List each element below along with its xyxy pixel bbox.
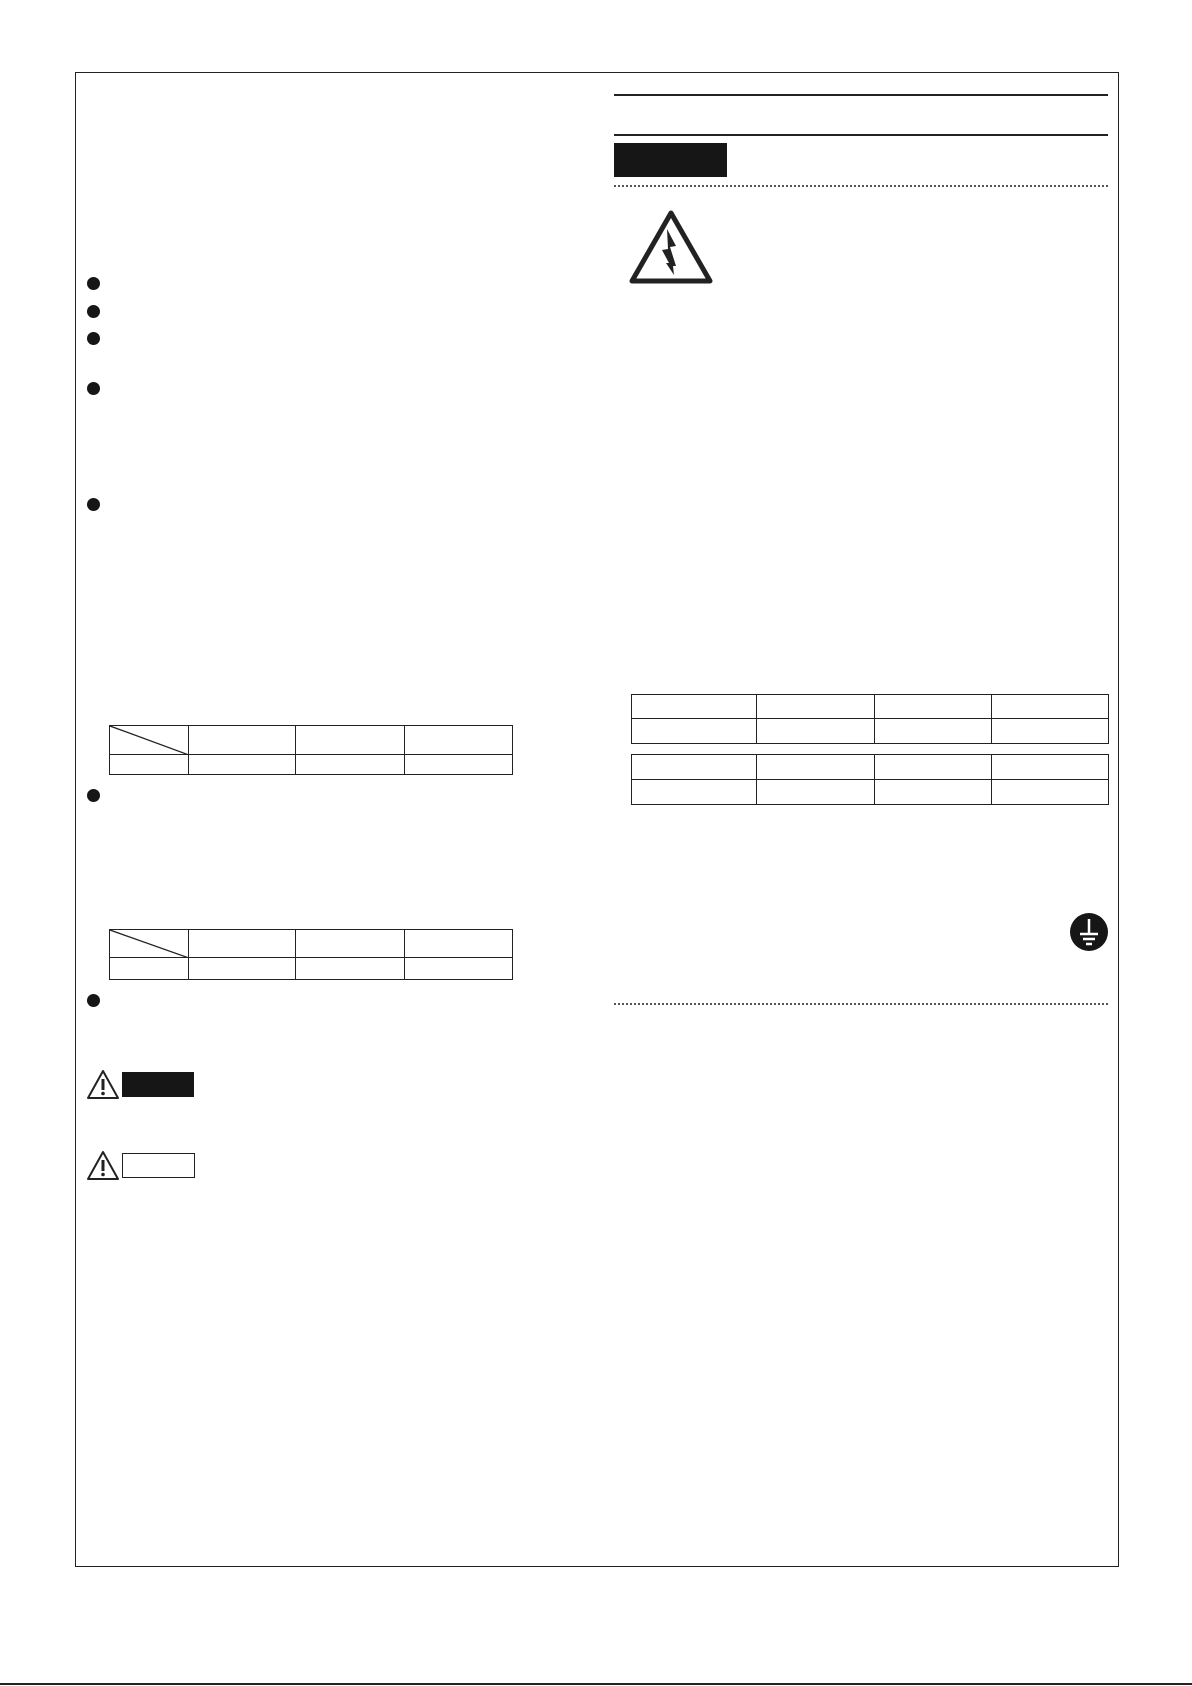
table-cell [992,755,1109,780]
bullet-3 [87,332,100,345]
bullet-1 [87,277,100,290]
table-cell [875,755,992,780]
table-cell [189,958,296,980]
table-cell [875,719,992,744]
page-frame [75,72,1119,1567]
table-cell [992,719,1109,744]
table-cell [110,755,189,775]
table-header-cell [189,930,296,958]
table-cell [992,695,1109,719]
rating-table-2 [631,754,1109,805]
header-rule-bottom [614,134,1108,136]
table-cell [757,695,875,719]
bottom-rule [0,1683,1192,1685]
spec-table-1 [109,725,513,775]
table-cell [757,755,875,780]
section-label [614,143,727,177]
table-cell [110,958,189,980]
caution-triangle-icon [86,1069,120,1101]
bullet-2 [87,305,100,318]
table-header-cell [189,726,296,755]
table-cell [189,755,296,775]
ground-connection-icon [1069,912,1109,952]
header-rule-top [614,94,1108,96]
table-header-cell [405,726,513,755]
bullet-5 [87,498,100,511]
table-cell [632,780,757,805]
table-cell [632,755,757,780]
table-cell [757,780,875,805]
table-cell [757,719,875,744]
bullet-4 [87,382,100,395]
table-cell [405,958,513,980]
table-cell [875,780,992,805]
electric-shock-warning-icon [628,209,714,287]
table-header-cell [296,930,405,958]
table-cell [296,958,405,980]
bullet-7 [87,994,100,1007]
table-cell [875,695,992,719]
table-cell [405,755,513,775]
table-cell [992,780,1109,805]
signal-word-label-outline [122,1153,195,1178]
caution-triangle-icon [86,1150,120,1182]
table-cell [632,719,757,744]
table-cell [296,755,405,775]
rating-table-1 [631,694,1109,744]
diagonal-header-cell [110,726,189,755]
section-dotted-rule-top [614,185,1108,187]
table-header-cell [405,930,513,958]
spec-table-2 [109,929,513,980]
diagonal-header-cell [110,930,189,958]
signal-word-label-filled [122,1072,194,1097]
table-cell [632,695,757,719]
section-dotted-rule-bottom [614,1003,1108,1005]
bullet-6 [87,789,100,802]
table-header-cell [296,726,405,755]
